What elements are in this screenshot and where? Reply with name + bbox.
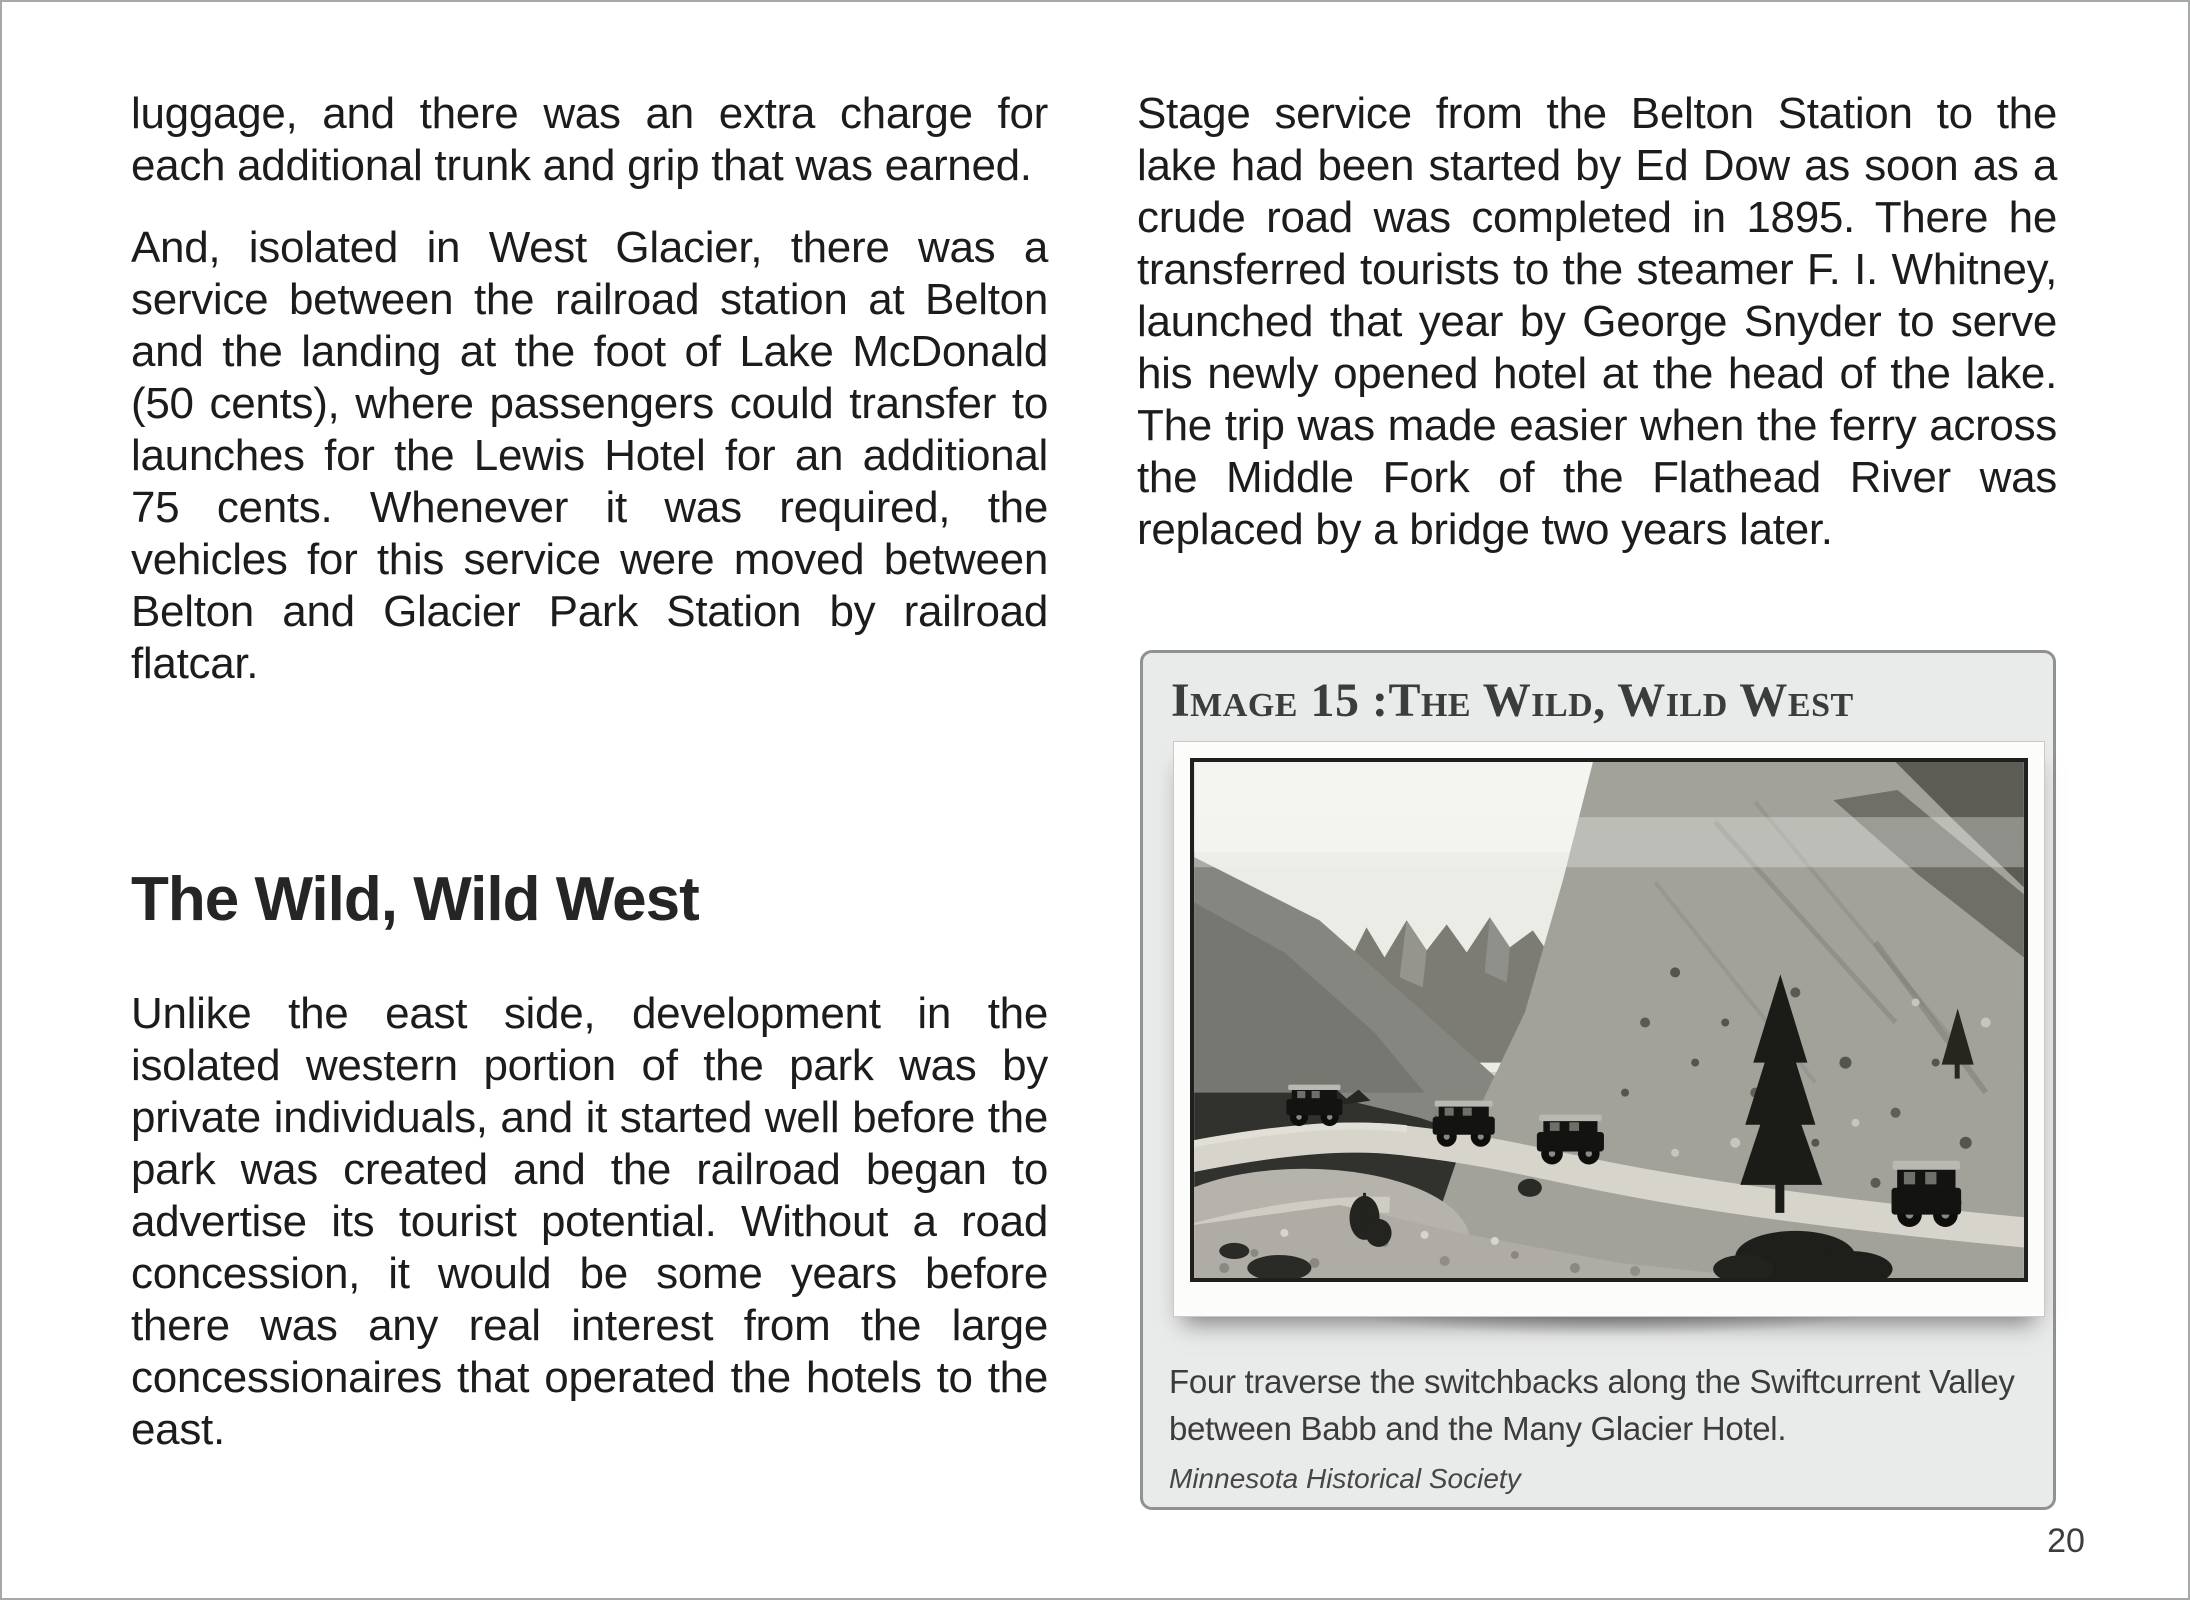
historic-photo-illustration [1194,762,2024,1278]
figure-separator: : [1359,674,1389,727]
paragraph: luggage, and there was an extra charge for each additional trunk and grip that was earned. [131,89,1048,190]
paragraph: Unlike the east side, development in the isolated western portion of the park was by private individuals, and it started well before the park was created and the railroad began to advertise its tourist potential. Without a road concession, it would be some years before there was any real interest from the large concessionaires that operated the hotels to the east. [131,989,1048,1454]
figure-caption: Four traverse the switchbacks along the Swiftcurrent Valley between Babb and the Many Glacier Hotel. [1169,1363,2015,1447]
section-heading: The Wild, Wild West [131,865,699,934]
figure-label: Image 15 [1171,674,1360,727]
right-column [1137,88,2057,586]
paragraph: And, isolated in West Glacier, there was a service between the railroad station at Belton and the landing at the foot of Lake McDonald (50 cents), where passengers could transfer to launches for the Lewis Hotel for an additional 75 cents. Whenever it was required, the vehicles for this service were moved between Belton and Glacier Park Station by railroad flatcar. [131,223,1048,688]
figure-box [1140,650,2056,1510]
paragraph: Stage service from the Belton Station to the lake had been started by Ed Dow as soon as a crude road was completed in 1895. There he transferred tourists to the steamer F. I. Whitney, launched that year by George Snyder to serve his newly opened hotel at the head of the lake. The trip was made easier when the ferry across the Middle Fork of the Flathead River was replaced by a bridge two years later. [1137,89,2057,554]
left-column [131,88,1048,1486]
photo-wrap [1173,741,2045,1320]
figure-title: The Wild, Wild West [1388,674,1854,727]
historic-photo-frame [1173,741,2045,1317]
photo-inner-border [1190,758,2028,1282]
figure-header [1171,673,2031,729]
figure-credit: Minnesota Historical Society [1169,1463,1521,1494]
page-number: 20 [2047,1522,2085,1560]
